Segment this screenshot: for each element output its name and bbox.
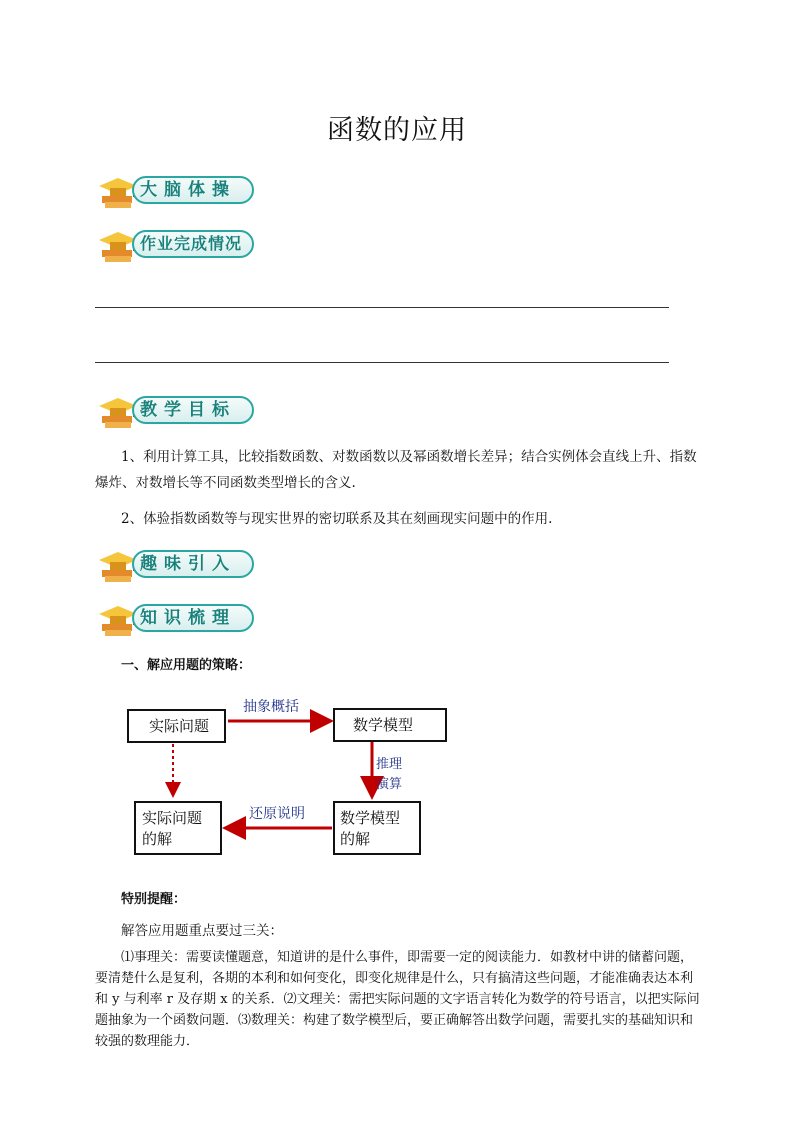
reminder-intro: 解答应用题重点要过三关： bbox=[121, 923, 283, 939]
label-abstract: 抽象概括 bbox=[243, 699, 299, 715]
section-label: 大脑体操 bbox=[140, 180, 236, 200]
box-math-model: 数学模型 bbox=[333, 708, 447, 742]
section-label: 趣味引入 bbox=[140, 554, 236, 574]
section-badge-intro bbox=[96, 546, 262, 582]
reminder-body: ⑴事理关：需要读懂题意，知道讲的是什么事件，即需要一定的阅读能力．如教材中讲的储蓄问题，要清楚什么是复利，各期的本利和如何变化，即变化规律是什么，只有搞清这些问题，才能准确表达本利和 y 与利率 r 及存期 x 的关系．⑵文理关：需把实际问题的文字语言转化为数学的符号语言，以把实际问题抽象为一个函数问题．⑶数理关：构建了数学模型后，要正确解答出数学问题，需要扎实的基础知识和较强的数理能力． bbox=[95, 950, 700, 1049]
section-badge-homework bbox=[96, 226, 262, 262]
goal-item-2: 2、体验指数函数等与现实世界的密切联系及其在刻画现实问题中的作用. bbox=[121, 511, 553, 527]
box-real-problem: 实际问题 bbox=[127, 709, 226, 743]
strategy-heading: 一、解应用题的策略： bbox=[121, 658, 252, 673]
box-real-solution: 实际问题 的解 bbox=[134, 801, 222, 855]
section-badge-goals bbox=[96, 392, 262, 428]
box-model-solution: 数学模型 的解 bbox=[333, 801, 421, 855]
section-label: 知识梳理 bbox=[140, 608, 236, 628]
section-badge-knowledge bbox=[96, 600, 262, 636]
answer-line bbox=[95, 362, 669, 363]
answer-line bbox=[95, 307, 669, 308]
section-badge-brain bbox=[96, 172, 262, 208]
goal-item-1: 1、利用计算工具，比较指数函数、对数函数以及幂函数增长差异；结合实例体会直线上升、指数爆炸、对数增长等不同函数类型增长的含义. bbox=[95, 449, 697, 491]
section-label: 作业完成情况 bbox=[140, 234, 243, 253]
label-restore: 还原说明 bbox=[249, 806, 305, 822]
reminder-heading: 特别提醒： bbox=[121, 892, 187, 907]
section-label: 教学目标 bbox=[140, 400, 236, 420]
page-title: 函数的应用 bbox=[327, 115, 467, 146]
label-reason: 推理 演算 bbox=[376, 757, 403, 792]
